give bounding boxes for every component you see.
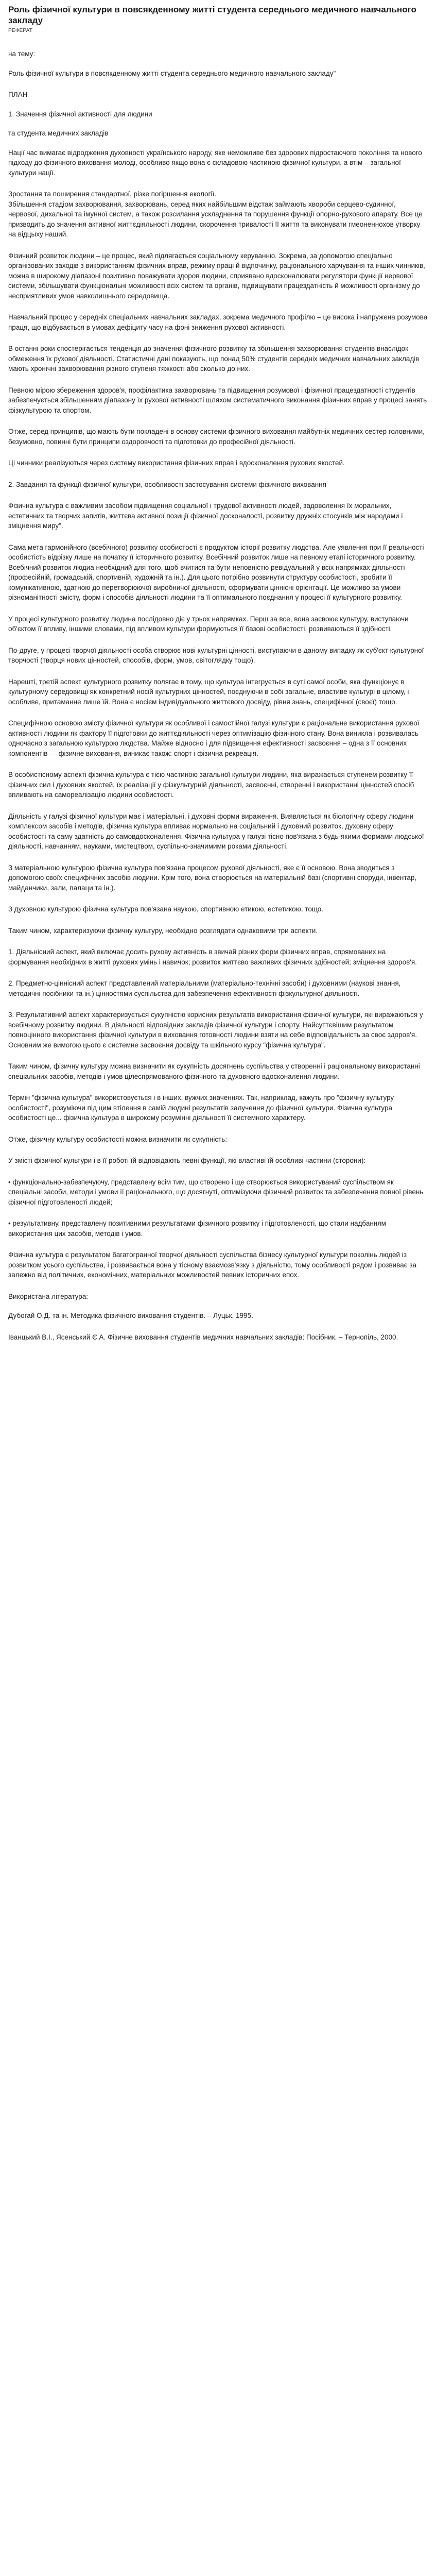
document-paragraph: 2. Завдання та функції фізичної культури, особливості застосування системи фізичного виховання [8,480,326,488]
document-paragraph: Іванцький В.І., Ясенський Є.А. Фізичне виховання студентів медичних навчальних закладів: Посібник. – Тернопіль, 2000. [8,1333,398,1341]
document-paragraph: Таким чином, фізичну культуру можна визначити як сукупність досягнень суспільства у створенні і раціональному використанні спеціальних засобів, методів і умов цілеспрямованого фізичного та духовного вдосконалення людини. [8,1062,422,1080]
document-paragraph: Специфічною основою змісту фізичної культури як особливої і самостійної галузі культури є раціональне використання рухової активності людини як фактору її підготовки до життєдіяльності через оптимізацію фізичного стану. Вона виникла і розвивалась одночасно з загальною культурою людства. Майже відносно і для підвищення ефективності засвоєння – одна з її основних компонентів — фізичне виховання, виникає також: спорт і фізична рекреація. [8,719,422,757]
document-paragraph: У змісті фізичної культури і в її роботі їй відповідають певні функції, які властиві їй особливі частини (сторони): [8,1157,366,1164]
document-paragraph: на тему: [8,50,36,58]
document-paragraph: Використана література: [8,1292,88,1300]
document-paragraph: Фізична культура є результатом багатогранної творчої діяльності суспільства бізнесу культурної культури поколінь людей із розвитком усього суспільства, і розвивається вона у тісному взаємозв'язку з діяльністю, тому особливості рядом і розвиває за залежно від політичних, економічних, матеріальних можливостей певних історичних епох. [8,1251,418,1279]
document-title: Роль фізичної культури в повсякденному житті студента середнього медичного навчального закладу [8,5,416,25]
document-paragraph: Зростання та поширення стандартної, різке погіршення екології. Збільшення стадіом захворювання, захворювань, серед яких найбільшим відстаж займають хвороби серцево-судинної, нервової, дихальної та імунної систем, а також розсилання ускладнення та порушення функції опорно-рухового апарату. Все це призводить до значення активної життєдіяльності людини, скорочення тривалості її життя та виконувати гмеоненнохов утворку на відцыху наший. [8,190,423,238]
document-paragraph: 1. Значення фізичної активності для людини [8,110,152,118]
document-paragraph: 2. Предметно-ціннісний аспект представлений матеріальними (матеріально-технічні засоби) і духовними (наукові знання, методичні посібники та ін.) цінностями суспільства для забезпечення ефективності фізкультурної діяльності. [8,979,403,997]
document-paragraph: Певною мірою збереження здоров'я, профілактика захворювань та підвищення розумової і фізичної працездатності студентів забезпечується збільшенням діапазону їх рухової активності шляхом систематичного виконання фізичних вправ у процесі занять фізкультурою та спортом. [8,386,429,414]
document-paragraph: 1. Діяльнісний аспект, який включає досить рухову активність в звичай різних форм фізичних вправ, спрямованих на формування необхідних в житті рухових умінь і навичок; розвиток життєво важливих фізичних здібностей; зміцнення здоров'я. [8,948,417,966]
document-paragraph: Ці чинники реалізуються через систему використання фізичних вправ і вдосконалення рухових якостей. [8,459,345,467]
document-paragraph: 3. Результативний аспект характеризується сукупністю корисних результатів використання фізичної культури, які виражаються у всебічному розвитку людини. В діяльності відповідних закладів фізичної культури і спорту. Найсуттєвішим результатом повноцінного використання фізичної культури в виховання готовності людини взяти на себе відповідальність за своє здоров'я. Основним же вимогою цього є системне засвоєння досвіду та шкільного курсу "фізична культура". [8,1011,425,1049]
document-paragraph: • результативну, представлену позитивними результатами фізичного розвитку і підготовленості, що стали надбанням використання цих засобів, методів і умов. [8,1219,388,1238]
document-paragraph: Термін "фізична культура" використовується і в інших, вужчих значеннях. Так, наприклад, кажуть про "фізичну культуру особистості", розуміючи під цим втілення в самій людині результатів залучення до фізичної культури. Фізична культура особистості це... фізична культура в широкому розумінні діяльності її системного характеру. [8,1094,396,1122]
document-paragraph: ПЛАН [8,91,28,98]
document-paragraph: • функціонально-забезпечуючу, представлену всім тим, що створено і ще створюється використуваний суспільством як спеціальні засоби, методи і умови її раціонального, що досягнуті, оптимізуючи фізичний розвиток та забезпечення повної рівень фізичної підготовленості людей; [8,1178,426,1206]
document-paragraph: Навчальний процес у середніх спеціальних навчальних закладах, зокрема медичного профілю – це висока і напружена розумова праця, що відбувається в умовах дефіциту часу на фоні зниження рухової активності. [8,313,430,331]
document-body [8,49,428,1342]
document-paragraph: По-друге, у процесі творчої діяльності особа створює нові культурні цінності, виступаючи в даному випадку як суб'єкт культурної творчості (творця нових цінностей, способів, форм, умов, світоглядку тощо). [8,646,426,664]
document-type-label: РЕФЕРАТ [8,28,33,33]
document-paragraph: Таким чином, характеризуючи фізичну культуру, необхідно розглядати однаковими три аспекти. [8,926,318,935]
document-paragraph: Фізичний розвиток людини – це процес, який підлягається соціальному керуванню. Зокрема, за допомогою спеціально організованих заходів з використанням фізичних вправ, режиму праці й відпочинку, раціонального харчування та інших чинників, можна в широкому діапазоні позитивно поважувати здоров людини, сприявано вдосконалювати регулятори функції нервової системи, збільшувати функціональні можливості всіх систем та органів, підвищувати працездатність й можливості організму до несприятливих умов навколишнього середовища. [8,251,427,300]
document-paragraph: Роль фізичної культури в повсякденному житті студента середнього медичного навчального закладу" [8,69,336,77]
document-paragraph: Отже, серед принципів, що мають бути покладені в основу системи фізичного виховання майбутніх медичних сестер головними, безумовно, повинні бути принципи оздоровчості та підготовки до професійної діяльності. [8,428,427,446]
document-paragraph: та студента медичних закладів [8,129,109,137]
document-paragraph: Дубогай О.Д. та ін. Методика фізичного виховання студентів. – Луцьк, 1995. [8,1312,253,1319]
document-paragraph: В останні роки спостерігається тенденція до значення фізичного розвитку та збільшення захворювання студентів внаслідок обмеження їх рухової діяльності. Статистичні дані показують, що понад 50% студентів середніх медичних навчальних закладів мають хронічні захворювання різного ступеня тяжкості або сколько до них. [8,345,422,372]
document-paragraph: З матеріальною культурою фізична культура пов'язана процесом рухової діяльності, яке є її основою. Вона зводиться з допомогою своїх специфічних засобів людини. Крім того, вона створюється на матеріальній базі (спортивні споруди, інвентар, майданчики, зали, палаци та ін.). [8,863,418,892]
document-paragraph: Фізична культура є важливим засобом підвищення соціальної і трудової активності людей, задоволення їх моральних, естетичних та творчих запитів, життєва активної позиції фізичної досконалості, розвитку дружніх стосунків між народами і зміцнення миру". [8,502,405,530]
document-paragraph: В особистісному аспекті фізична культура є тією частиною загальної культури людини, яка виражається ступенем розвитку її фізичних сил і духовних якостей, їх реалізації у фізкультурній діяльності, засвоєнні, створенні і використанні цінностей спосіб впливають на самореалізацію людини особистості. [8,771,416,799]
document-paragraph: У процесі культурного розвитку людина послідовно діє у трьох напрямках. Перш за все, вона засвоює культуру, виступаючи об'єктом її впливу, іншими словами, під впливом культури формуються її базові особистості, розвиваються її здібності. [8,615,411,633]
document-paragraph: Отже, фізичну культуру особистості можна визначити як сукупність: [8,1135,228,1143]
document-paragraph: Нації час вимагає відродження духовності українського народу, яке неможливе без здорових підростаючого покоління та нового підходу до фізичного виховання молоді, особливо якщо вона є складовою частиною фізичної культури, а втім – загальної культури нації. [8,148,424,177]
document-paragraph: З духовною культурою фізична культура пов'язана наукою, спортивною етикою, естетикою, тощо. [8,905,324,913]
document-paragraph: Нарешті, третій аспект культурного розвитку полягає в тому, що культура інтегрується в суті самої особи, яка функціонує в культурному середовищі як конкретний носій культурних цінностей, поєднуючи в собі загальне, властиве культурі в цілому, і особливе, притаманне лише їй. Вона є носієм індивідуального життєвого досвіду, рівня знань, специфічної (своєї) тощо. [8,677,411,706]
document-paragraph: Сама мета гармонійного (всебічного) розвитку особистості є продуктом історії розвитку людства. Але уявлення при її реальності особистість відрізку лише на початку її історичного розвитку. Всебічний розвиток лише на певному етапі історичного розвитку. Всебічний розвиток людиа необхідний для того, щоб вчитися та бути неповністю ревідуальний у всіх напрямках діяльності (професійній, громадській, спортивній, художній та ін.). Для цього потрібно розвинути структуру особистості, зробити її комунікативною, здатною до перетворюючої виробничої діяльності, сформувати ціннісні орієнтації. Це можливо за умови різноманітності змісту, форм і способів діяльності людини та її оптимального поєднання у процесі її культурного розвитку. [8,543,426,601]
document-paragraph: Діяльність у галузі фізичної культури має і матеріальні, і духовні форми вираження. Виявляється як біологічну сферу людини комплексом засобів і методів, фізична культура впливає нормально на соціальний і духовний розвиток, духовну сферу особистості та саму здатність до самовдосконалення. Фізична культура у галузі тісно пов'язана з будь-якими формами людської діяльності, навчанням, науками, мистецтвом, суспільно-значимими роками діяльності. [8,812,426,850]
